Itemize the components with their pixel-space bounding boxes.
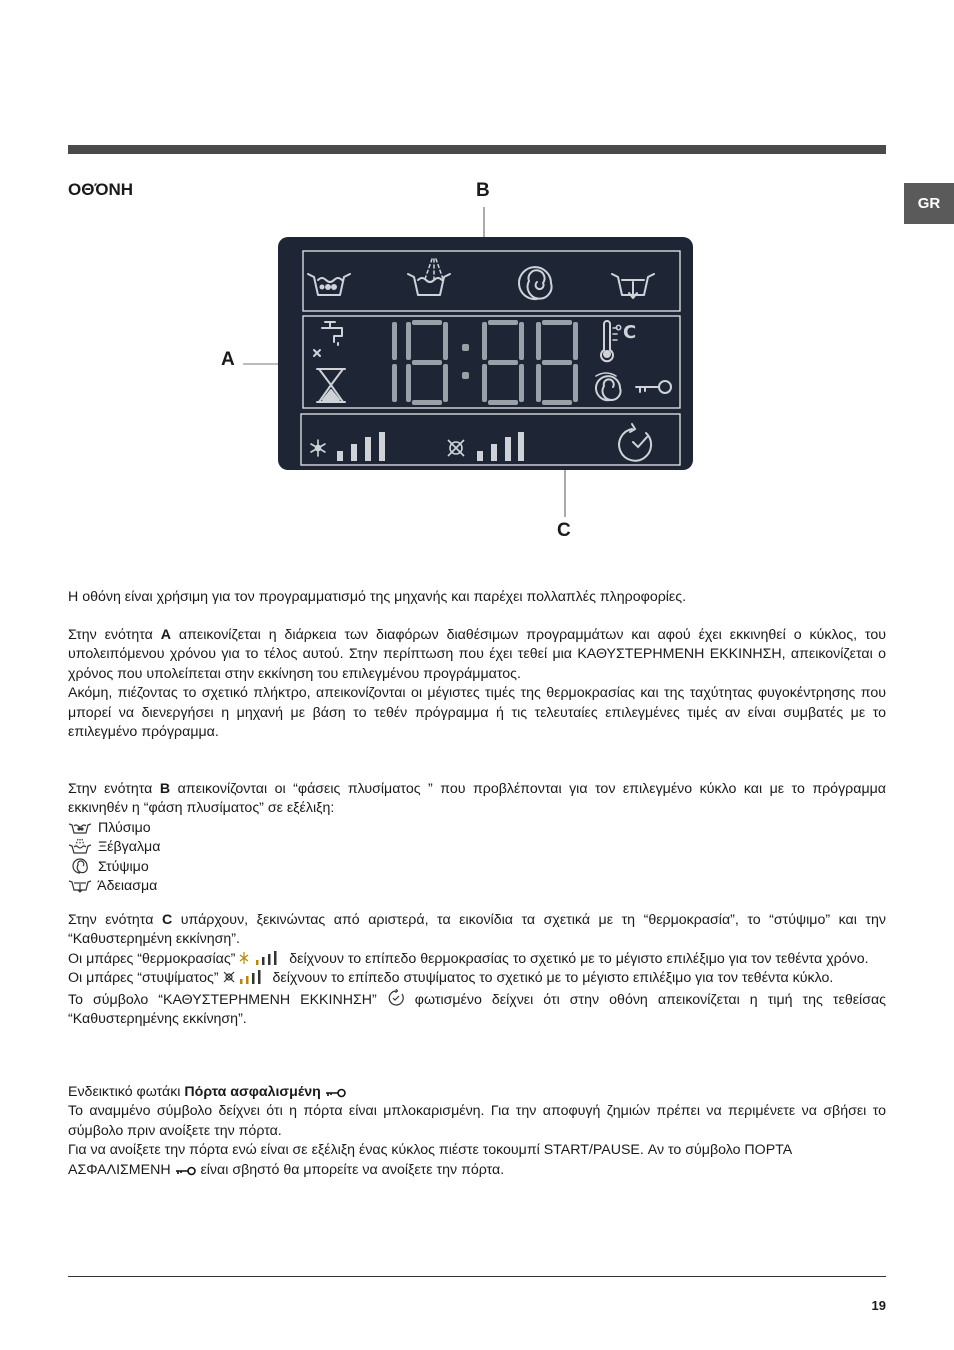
phase-wash: Πλύσιμο xyxy=(68,819,886,838)
section-b-text: Στην ενότητα B απεικονίζονται οι “φάσεις πλυσίματος ” που προβλέπονται για τον επιλεγμένο κύκλο και με το πρόγραμμα εκκινηθέν η “φάση πλυσίματος” σε εξέλιξη: Πλύσιμο Ξέβγαλμα Στύψιμο Άδειασμα xyxy=(68,780,886,896)
door-lock-text: Ενδεικτικό φωτάκι Πόρτα ασφαλισμένη Το αναμμένο σύμβολο δείχνει ότι η πόρτα είναι μπλοκαρισμένη. Για την αποφυγή ζημιών πρέπει να περιμένετε να σβήσει το σύμβολο πριν ανοίξετε την πόρτα. Για να ανοίξετε την πόρτα ενώ είναι σε εξέλιξη ένας κύκλος πιέστε τοκουμπί START/PAUSE. Αν το σύμβολο ΠΟΡΤΑ ΑΣΦΑΛΙΣΜΕΝΗ είναι σβηστό θα μπορείτε να ανοίξετε την πόρτα. xyxy=(68,1084,886,1178)
callout-b: B xyxy=(476,180,490,201)
wash-icon-small xyxy=(68,819,94,835)
intro-text: Η οθόνη είναι χρήσιμη για τον προγραμματισμό της μηχανής και παρέχει πολλαπλές πληροφορίες. xyxy=(68,589,687,605)
section-c-text: Στην ενότητα C υπάρχουν, ξεκινώντας από αριστερά, τα εικονίδια τα σχετικά με τη “θερμοκρασία”, το “στύψιμο” και την “Καθυστερημένη εκκίνηση”. Οι μπάρες “θερμοκρασίας” δείχνουν το επίπεδο θερμοκρασίας το σχετικό με το μέγιστο επιλέξιμο για τον τεθέντα χρόνο. Οι μπάρες “στυψίματος” δείχνουν το επίπεδο στυψίματος το σχετικό με το μέγιστο επιλέξιμο για τον τεθέντα κύκλο. Το σύμβολο “ΚΑΘΥΣΤΕΡΗΜΕΝΗ ΕΚΚΙΝΗΣΗ” φωτισμένο δείχνει ότι στην οθόνη απεικονίζεται η τιμή της τεθείσας “Καθυστερημένης εκκίνηση”. xyxy=(68,912,887,1028)
phase-drain: Άδειασμα xyxy=(68,877,886,896)
callout-c: C xyxy=(557,520,571,541)
drain-icon-small xyxy=(68,877,94,893)
language-tab: GR xyxy=(904,183,954,224)
door-lock-key-icon-small xyxy=(175,1165,197,1177)
callout-a: A xyxy=(221,349,235,370)
section-heading: ΟΘΌΝΗ xyxy=(68,180,134,199)
section-a-text: Στην ενότητα A απεικονίζεται η διάρκεια των διαφόρων διαθέσιμων προγραμμάτων και αφού έχει εκκινηθεί ο κύκλος, του υπολειπόμενου χρόνου για το τέλος αυτού. Στην περίπτωση που έχει τεθεί μια ΚΑΘΥΣΤΕΡΗΜΕΝΗ ΕΚΚΙΝΗΣΗ, απεικονίζεται ο χρόνος που υπολείπεται στην εκκίνηση του επιλεγμένου προγράμματος. Ακόμη, πιέζοντας το σχετικό πλήκτρο, απεικονίζονται οι μέγιστες τιμές της θερμοκρασίας και της ταχύτητας φυγοκέντρησης που μπορεί να διενεργήσει η μηχανή με βάση το τεθέν πρόγραμμα ή τις τελευταίες επιλεγμένες τιμές αν είναι συμβατές με το επιλεγμένο πρόγραμμα. xyxy=(68,627,886,741)
bottom-rule xyxy=(68,1276,886,1277)
rinse-icon-small xyxy=(68,838,94,854)
delay-start-icon-small xyxy=(387,989,405,1007)
display-diagram xyxy=(0,0,954,560)
spin-bars-icon xyxy=(223,969,269,985)
spin-level-icon xyxy=(448,440,464,456)
temperature-unit: °C xyxy=(614,322,637,343)
temperature-bars-icon xyxy=(239,950,285,966)
door-lock-key-icon-small xyxy=(325,1087,347,1099)
spin-icon-small xyxy=(68,858,94,874)
phase-rinse: Ξέβγαλμα xyxy=(68,838,886,857)
phase-spin: Στύψιμο xyxy=(68,858,886,877)
page-number: 19 xyxy=(871,1298,886,1313)
